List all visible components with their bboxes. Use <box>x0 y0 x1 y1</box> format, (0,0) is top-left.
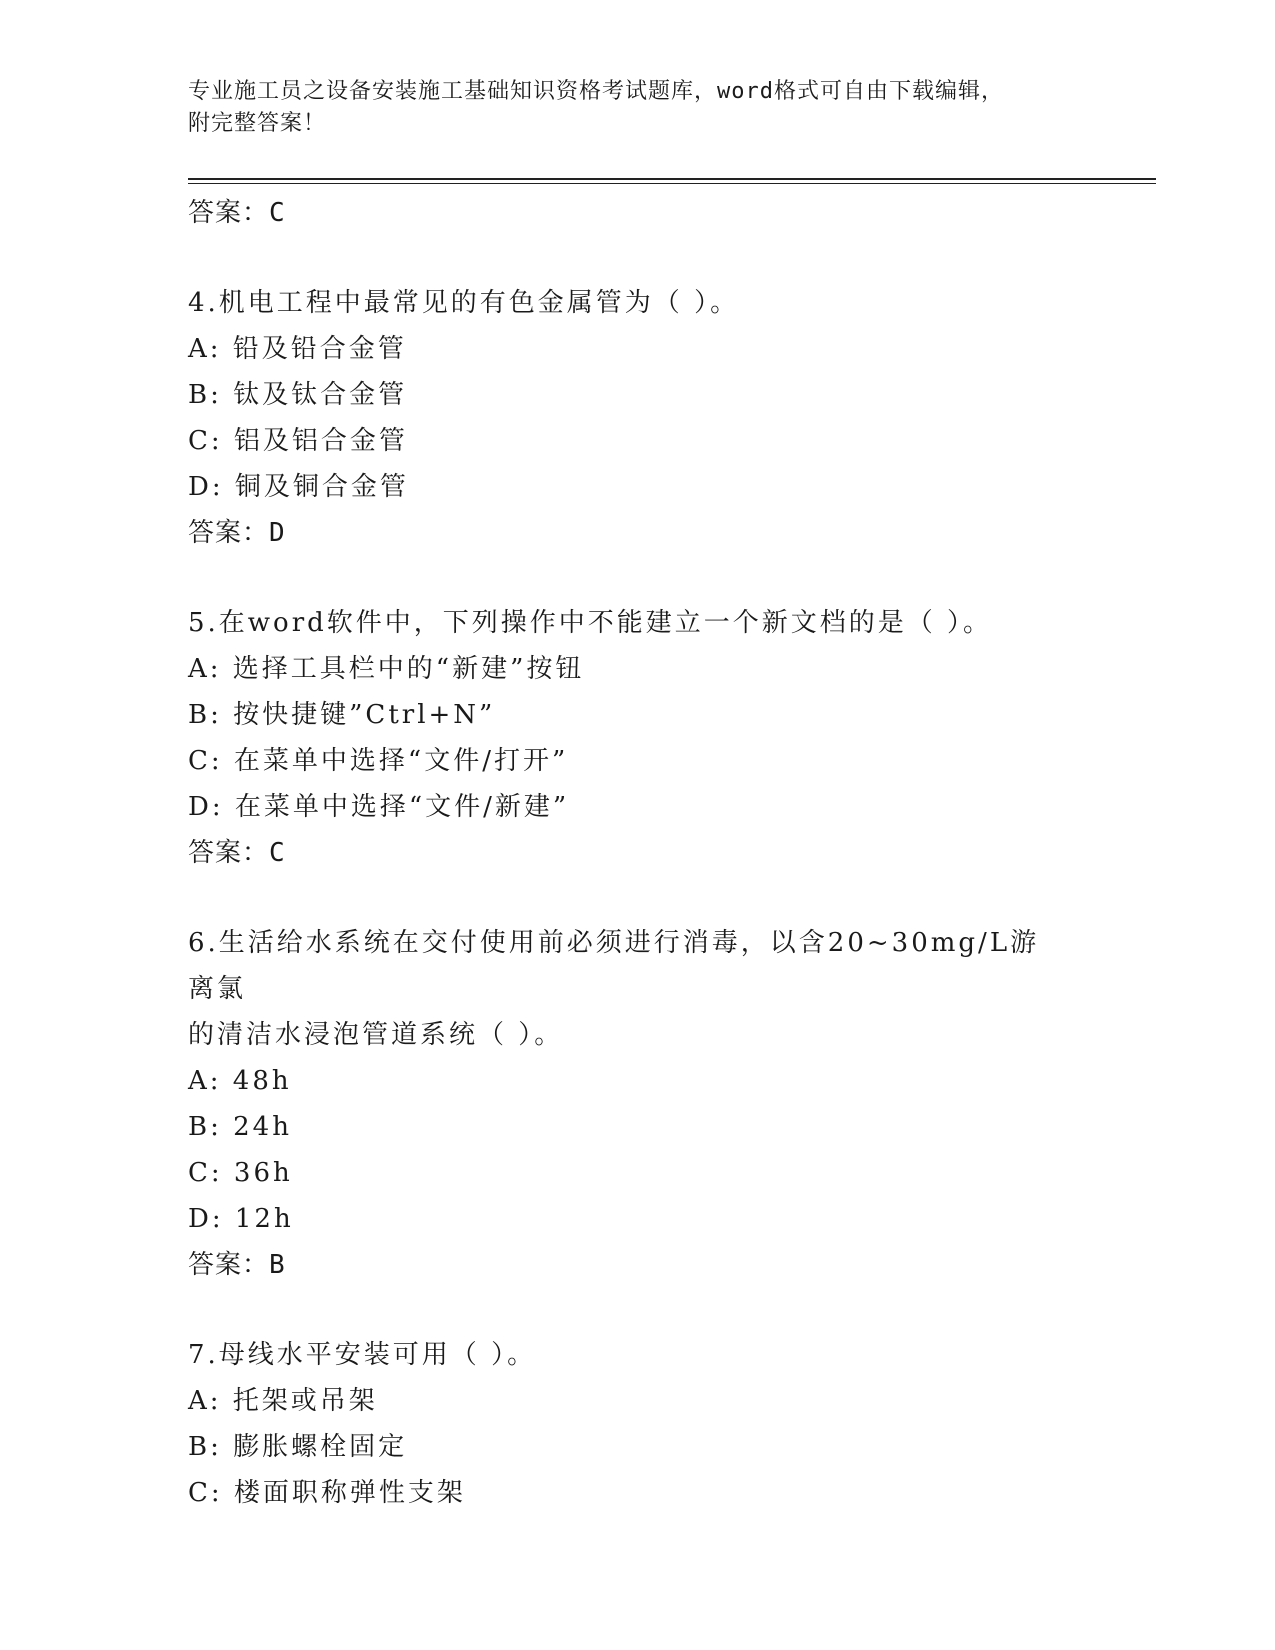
question-text: 5.在word软件中，下列操作中不能建立一个新文档的是（ ）。 <box>188 608 993 638</box>
header-line-2: 附完整答案！ <box>188 111 327 136</box>
header-divider-thick <box>188 178 1156 180</box>
option-d: D: 在菜单中选择“文件/新建” <box>188 792 570 822</box>
option-d: D: 12h <box>188 1204 294 1234</box>
answer-text: 答案：C <box>188 838 286 868</box>
question-6 <box>188 920 1068 1288</box>
option-a: A: 铅及铅合金管 <box>188 334 407 364</box>
question-7 <box>188 1332 1068 1516</box>
question-text-line-2: 的清洁水浸泡管道系统（ ）。 <box>188 1020 564 1050</box>
option-a: A: 48h <box>188 1066 292 1096</box>
document-header <box>188 76 1068 140</box>
option-a: A: 托架或吊架 <box>188 1386 378 1416</box>
question-text: 4.机电工程中最常见的有色金属管为（ ）。 <box>188 288 740 318</box>
question-4 <box>188 280 1068 556</box>
question-text-line-1: 6.生活给水系统在交付使用前必须进行消毒，以含20~30mg/L游离氯 <box>188 928 1040 1004</box>
option-c: C: 铝及铝合金管 <box>188 426 408 456</box>
option-b: B: 膨胀螺栓固定 <box>188 1432 408 1462</box>
option-a: A: 选择工具栏中的“新建”按钮 <box>188 654 585 684</box>
option-c: C: 在菜单中选择“文件/打开” <box>188 746 569 776</box>
option-b: B: 钛及钛合金管 <box>188 380 408 410</box>
option-c: C: 楼面职称弹性支架 <box>188 1478 466 1508</box>
question-list <box>188 190 1068 1516</box>
previous-answer: 答案：C <box>188 198 286 228</box>
option-b: B: 24h <box>188 1112 292 1142</box>
header-line-1: 专业施工员之设备安装施工基础知识资格考试题库，word格式可自由下载编辑， <box>188 79 1004 104</box>
question-text: 7.母线水平安装可用（ ）。 <box>188 1340 537 1370</box>
option-b: B: 按快捷键”Ctrl+N” <box>188 700 496 730</box>
option-c: C: 36h <box>188 1158 293 1188</box>
question-5 <box>188 600 1068 876</box>
header-divider-thin <box>188 183 1156 184</box>
option-d: D: 铜及铜合金管 <box>188 472 409 502</box>
answer-text: 答案：B <box>188 1250 286 1280</box>
answer-text: 答案：D <box>188 518 286 548</box>
